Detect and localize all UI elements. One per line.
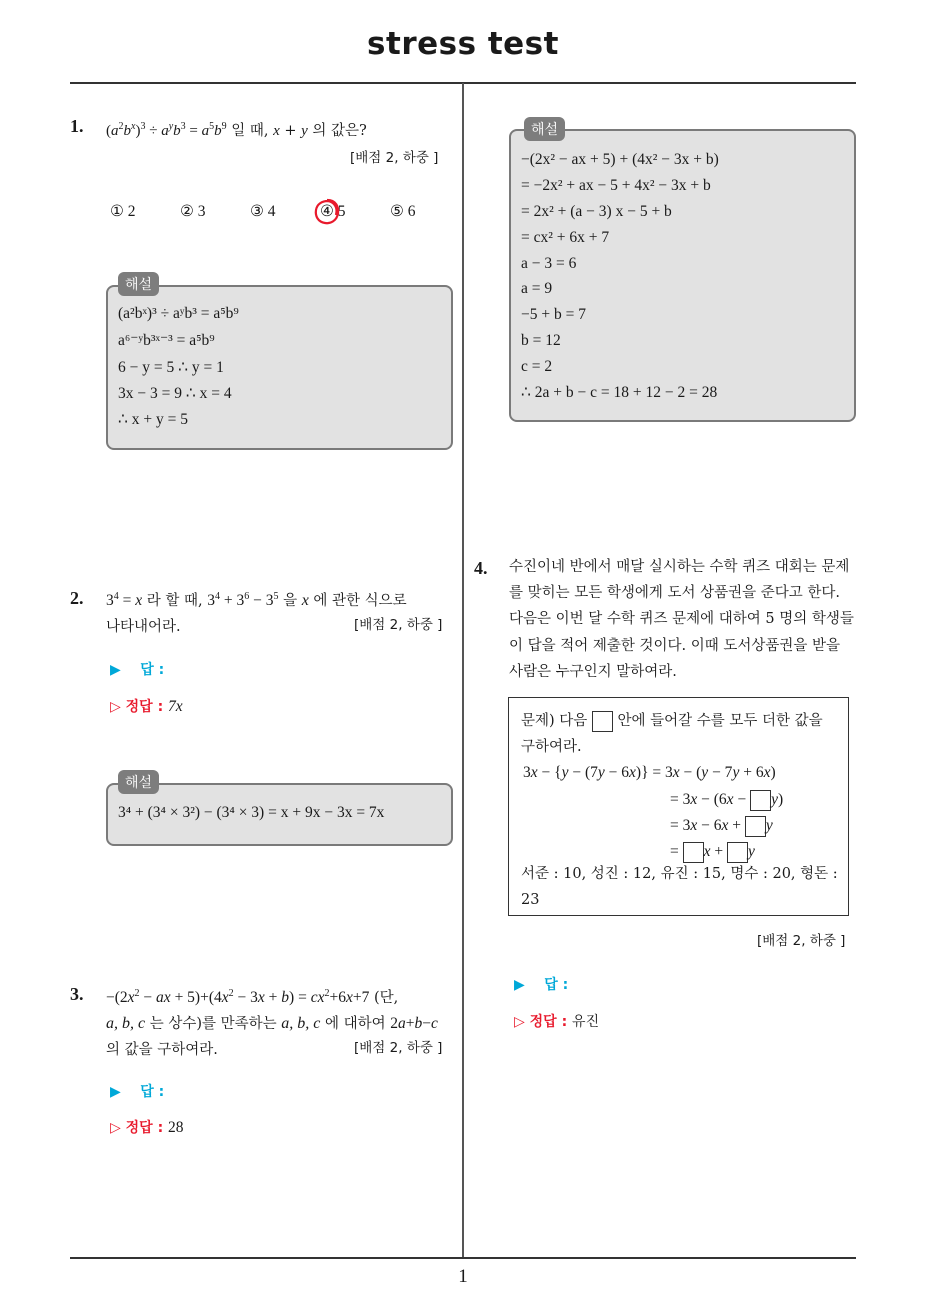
- q1-solution-tag: 해설: [118, 272, 159, 296]
- q4-eq-line-1: 3x − {y − (7y − 6x)} = 3x − (y − 7y + 6x): [523, 764, 776, 781]
- q2-answer-label: ▶ 답 :: [110, 662, 165, 678]
- choice-2[interactable]: ② 3: [180, 203, 206, 220]
- q3-text: $-(2x^2$ − ax + $5)+(4x^2 - 3x + b) = cx^2+6x+7$ (단, a, b, c 는 상수)를 만족하는 a, b, c 에 대하여 2a+b−c 의 값을 구하여라.: [106, 988, 438, 1059]
- q4-correct-answer: ▷ 정답 : 유진: [514, 1014, 600, 1030]
- q4-eq-line-4: = x + y: [670, 842, 755, 863]
- q4-answer-label: ▶ 답 :: [514, 977, 569, 993]
- choice-3[interactable]: ③ 4: [250, 203, 276, 220]
- q3-sol-line-2: = −2x² + ax − 5 + 4x² − 3x + b: [521, 177, 711, 194]
- footer-rule: [70, 1257, 856, 1259]
- q3-sol-line-6: a = 9: [521, 280, 553, 297]
- q2-answer-value: 7x: [168, 698, 183, 715]
- q3-sol-line-1: −(2x² − ax + 5) + (4x² − 3x + b): [521, 151, 719, 168]
- blank-square: [592, 711, 613, 732]
- q3-correct-answer: ▷ 정답 : 28: [110, 1119, 184, 1136]
- q3-sol-line-4: = cx² + 6x + 7: [521, 229, 610, 246]
- q3-sol-line-10: ∴ 2a + b − c = 18 + 12 − 2 = 28: [521, 384, 718, 401]
- choice-4[interactable]: ④ 5: [320, 203, 346, 220]
- q4-text: 수진이네 반에서 매달 실시하는 수학 퀴즈 대회는 문제 를 맞히는 모든 학생에게 도서 상품권을 준다고 한다. 다음은 이번 달 수학 퀴즈 문제에 대하여 5 명의 학생들 이 답을 적어 제출한 것이다. 이때 도서상품권을 받을 사람은 누구인지 말하여라.: [509, 559, 854, 680]
- q3-answer-value: 28: [168, 1119, 184, 1136]
- q3-number: 3.: [70, 984, 84, 1004]
- q4-students: 서준 : 10, 성진 : 12, 유진 : 15, 명수 : 20, 형돈 : 23: [521, 866, 838, 908]
- column-divider: [462, 83, 464, 1259]
- q1-text-end: 의 값은?: [312, 123, 367, 139]
- q3-score: [배점 2, 하중 ]: [354, 1040, 443, 1056]
- q3-sol-line-3: = 2x² + (a − 3) x − 5 + b: [521, 203, 672, 220]
- q3-solution-tag: 해설: [524, 117, 565, 141]
- q4-eq-line-2: = 3x − (6x − y): [670, 790, 783, 811]
- q3-sol-line-7: −5 + b = 7: [521, 306, 586, 323]
- q3-sol-line-9: c = 2: [521, 358, 553, 375]
- page-number: 1: [458, 1266, 468, 1287]
- q3-answer-label: ▶ 답 :: [110, 1084, 165, 1100]
- q1-sol-line-3: 6 − y = 5 ∴ y = 1: [118, 359, 224, 376]
- q4-eq-line-3: = 3x − 6x + y: [670, 816, 773, 837]
- q3-solution-box: [509, 129, 856, 422]
- choice-1[interactable]: ① 2: [110, 203, 136, 220]
- q2-text: $3^4 = x$ 라 할 때, $3^4 + 3^6 - 3^5$ 을 x 에 관한 식으로 나타내어라.: [106, 591, 407, 636]
- q1-sol-line-1: (a²bˣ)³ ÷ aʸb³ = a⁵b⁹: [118, 305, 239, 322]
- q1-text-post: 일 때,: [231, 123, 269, 139]
- q2-solution-tag: 해설: [118, 770, 159, 794]
- q4-box-question: 문제) 다음 안에 들어갈 수를 모두 더한 값을 구하여라.: [521, 708, 846, 760]
- q2-score: [배점 2, 하중 ]: [354, 617, 443, 633]
- q3-sol-line-8: b = 12: [521, 332, 561, 349]
- blank-square: [683, 842, 704, 863]
- answer-circle-icon: [312, 197, 342, 227]
- q1-sol-line-4: 3x − 3 = 9 ∴ x = 4: [118, 385, 232, 402]
- q1-score: [배점 2, 하중 ]: [350, 150, 439, 166]
- q1-sol-line-5: ∴ x + y = 5: [118, 411, 188, 428]
- q2-number: 2.: [70, 588, 84, 608]
- blank-square: [750, 790, 771, 811]
- blank-square: [727, 842, 748, 863]
- q4-score: [배점 2, 하중 ]: [757, 933, 846, 949]
- q1-choices: [108, 202, 448, 226]
- q1-number: 1.: [70, 116, 84, 136]
- q2-sol-line: 3⁴ + (3⁴ × 3²) − (3⁴ × 3) = x + 9x − 3x = 7x: [118, 804, 385, 821]
- choice-5[interactable]: ⑤ 6: [390, 203, 416, 220]
- q1-text: $(a^2b^x)^3 \div a^yb^3 = a^5b^9$ 일 때, x + y 의 값은?: [106, 121, 367, 139]
- page-title: stress test: [367, 26, 559, 62]
- q1-sol-line-2: a⁶⁻ʸb³ˣ⁻³ = a⁵b⁹: [118, 332, 215, 349]
- q3-sol-line-5: a − 3 = 6: [521, 255, 577, 272]
- q4-answer-value: 유진: [572, 1014, 600, 1030]
- q4-number: 4.: [474, 558, 488, 578]
- q2-correct-answer: ▷ 정답 : 7x: [110, 698, 183, 715]
- blank-square: [745, 816, 766, 837]
